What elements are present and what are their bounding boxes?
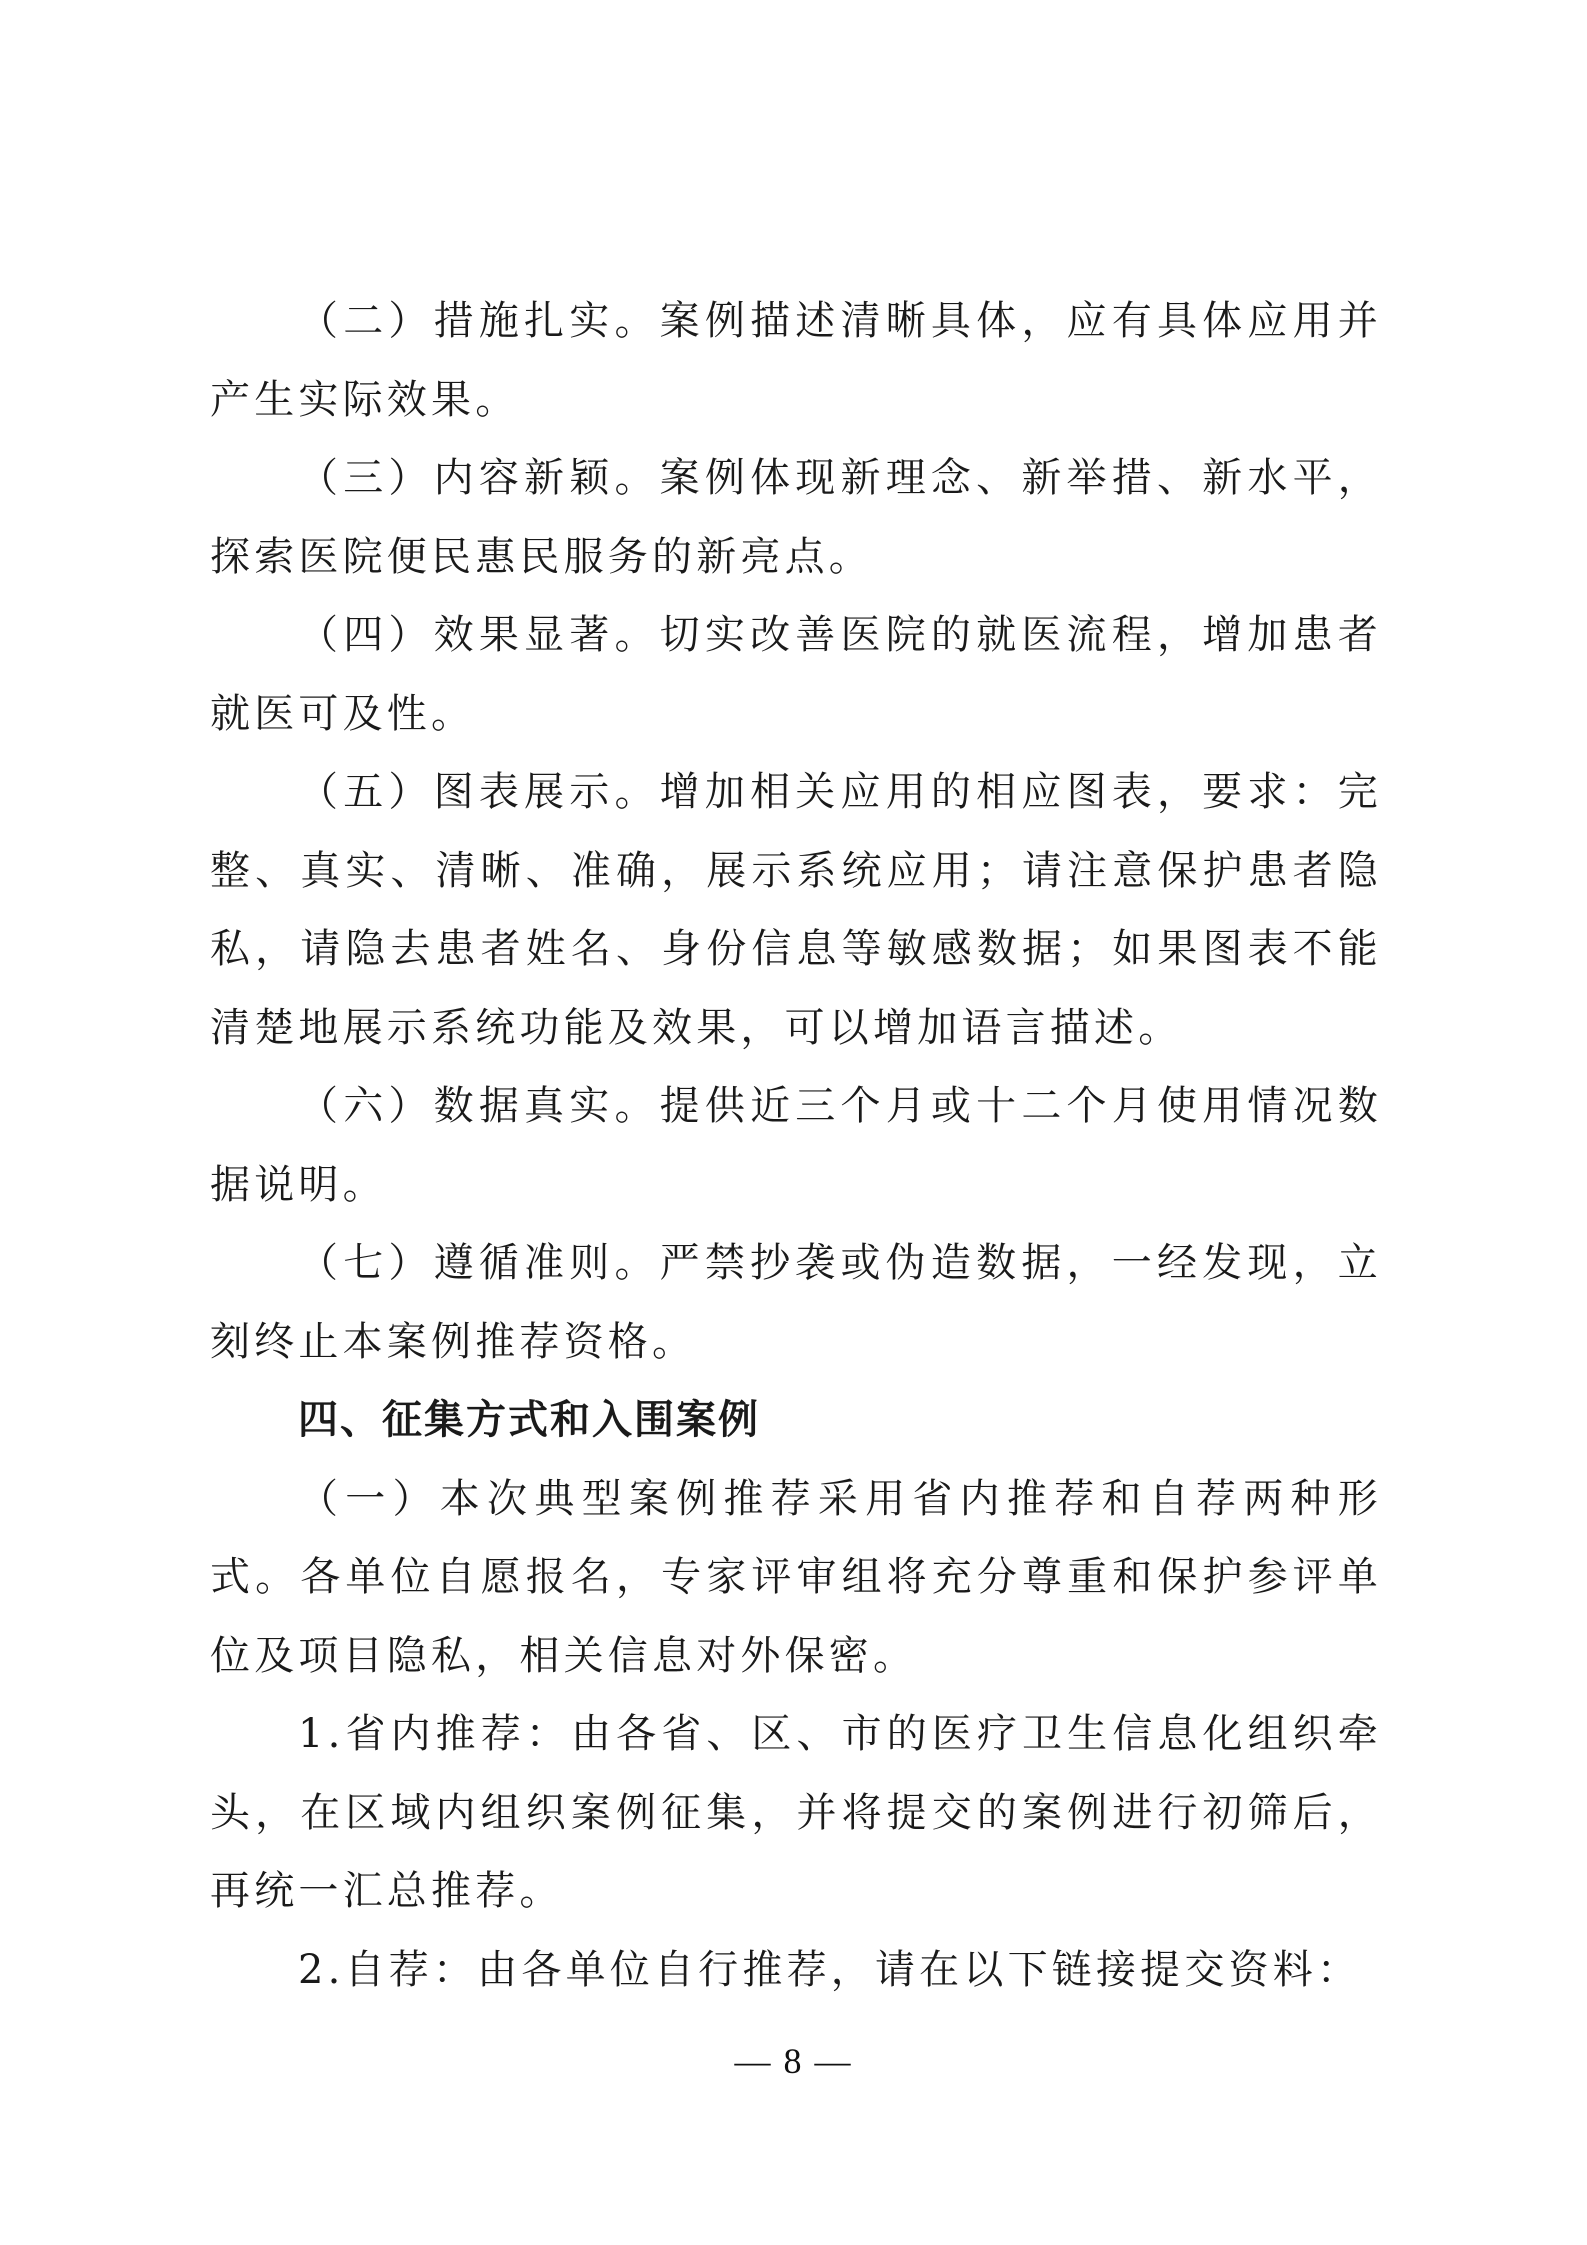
paragraph-chart-display: （五）图表展示。增加相关应用的相应图表，要求：完整、真实、清晰、准确，展示系统应用；请注意保护患者隐私，请隐去患者姓名、身份信息等敏感数据；如果图表不能清楚地展示系统功能及效果，可以增加语言描述。 xyxy=(210,769,1382,1051)
paragraph-measures-solid: （二）措施扎实。案例描述清晰具体，应有具体应用并产生实际效果。 xyxy=(210,298,1382,423)
document-page xyxy=(210,282,1382,2009)
page-number: — 8 — xyxy=(734,2041,853,2081)
paragraph-content-novel: （三）内容新颖。案例体现新理念、新举措、新水平，探索医院便民惠民服务的新亮点。 xyxy=(210,455,1382,580)
paragraph-recommendation-forms: （一）本次典型案例推荐采用省内推荐和自荐两种形式。各单位自愿报名，专家评审组将充分尊重和保护参评单位及项目隐私，相关信息对外保密。 xyxy=(210,1475,1382,1679)
paragraph-provincial-recommendation: 1.省内推荐：由各省、区、市的医疗卫生信息化组织牵头，在区域内组织案例征集，并将提交的案例进行初筛后，再统一汇总推荐。 xyxy=(210,1711,1382,1914)
paragraph-follow-rules: （七）遵循准则。严禁抄袭或伪造数据，一经发现，立刻终止本案例推荐资格。 xyxy=(210,1240,1382,1365)
paragraph-effect-significant: （四）效果显著。切实改善医院的就医流程，增加患者就医可及性。 xyxy=(210,612,1382,737)
paragraph-self-recommendation: 2.自荐：由各单位自行推荐，请在以下链接提交资料： xyxy=(298,1946,1362,1993)
paragraph-data-authentic: （六）数据真实。提供近三个月或十二个月使用情况数据说明。 xyxy=(210,1083,1382,1208)
section-heading: 四、征集方式和入围案例 xyxy=(298,1397,760,1443)
